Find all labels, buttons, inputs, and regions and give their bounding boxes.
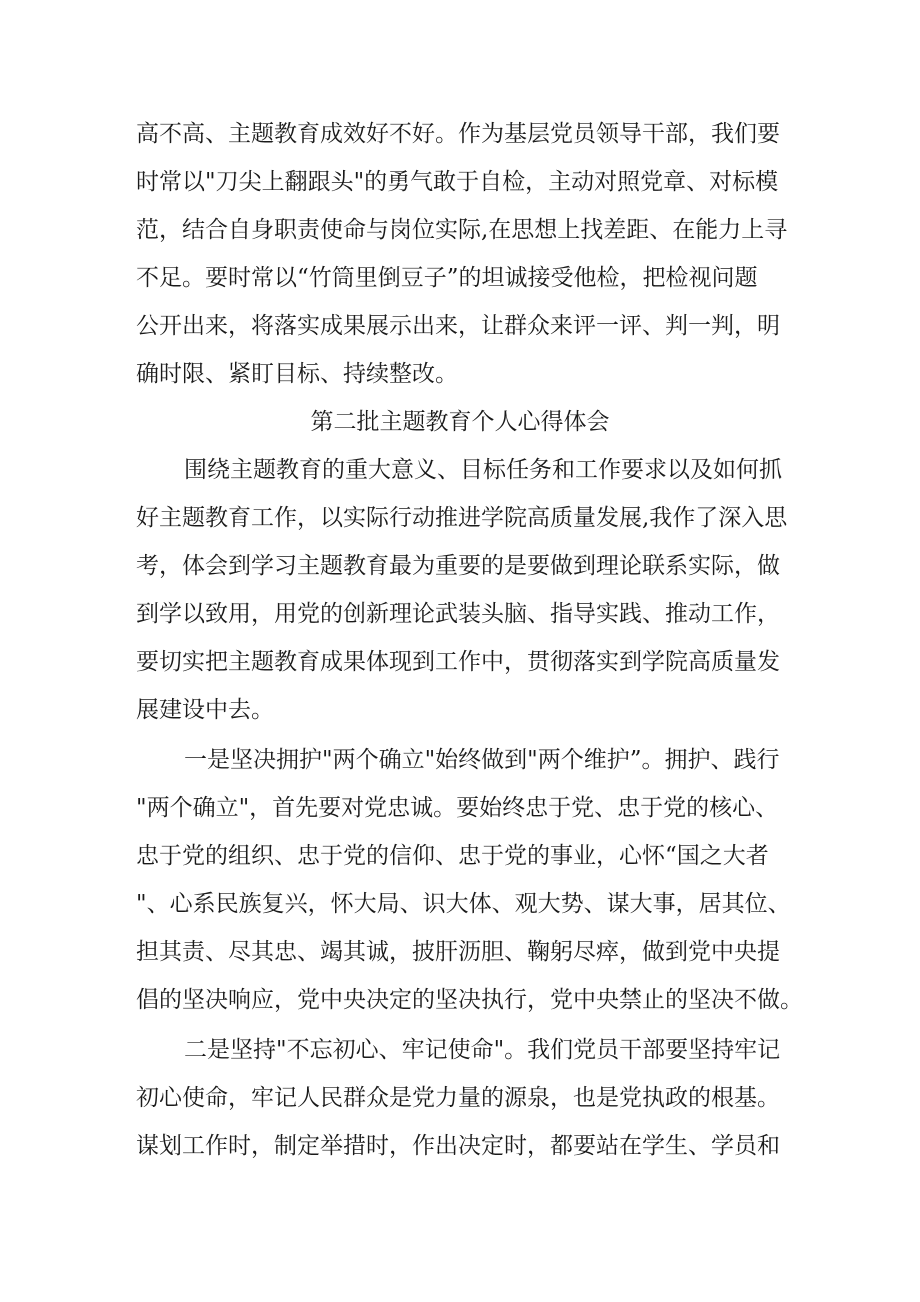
text-line: 高不高、主题教育成效好不好。作为基层党员领导干部，我们要 — [136, 121, 780, 147]
text-line: 时常以"刀尖上翻跟头"的勇气敢于自检，主动对照党章、对标模 — [136, 169, 779, 195]
text-line: 到学以致用，用党的创新理论武装头脑、指导实践、推动工作， — [136, 601, 780, 627]
text-line: 忠于党的组织、忠于党的信仰、忠于党的事业，心怀“国之大者 — [136, 843, 769, 869]
text-line: 范，结合自身职责使命与岗位实际,在思想上找差距、在能力上寻 — [136, 217, 788, 243]
text-line: 担其责、尽其忠、竭其诚，披肝沥胆、鞠躬尽瘁，做到党中央提 — [136, 939, 780, 965]
text-line: 二是坚持"不忘初心、牢记使命"。我们党员干部要坚持牢记 — [184, 1037, 781, 1063]
text-line: 初心使命，牢记人民群众是党力量的源泉，也是党执政的根基。 — [136, 1085, 780, 1111]
text-line: 不足。要时常以“竹筒里倒豆子”的坦诚接受他检，把检视问题 — [136, 265, 758, 291]
section-title: 第二批主题教育个人心得体会 — [310, 409, 610, 435]
text-line: "两个确立"，首先要对党忠诚。要始终忠于党、忠于党的核心、 — [136, 795, 779, 821]
text-line: 倡的坚决响应，党中央决定的坚决执行，党中央禁止的坚决不做。 — [136, 987, 803, 1013]
text-line: 确时限、紧盯目标、持续整改。 — [136, 361, 458, 387]
text-line: 公开出来，将落实成果展示出来，让群众来评一评、判一判，明 — [136, 313, 780, 339]
text-line: 要切实把主题教育成果体现到工作中，贯彻落实到学院高质量发 — [136, 649, 780, 675]
text-line: "、心系民族复兴，怀大局、识大体、观大势、谋大事，居其位、 — [136, 891, 791, 917]
text-line: 展建设中去。 — [136, 697, 274, 723]
text-line: 一是坚决拥护"两个确立"始终做到"两个维护”。拥护、践行 — [184, 747, 780, 773]
text-line: 好主题教育工作，以实际行动推进学院高质量发展,我作了深入思 — [136, 505, 788, 531]
text-line: 谋划工作时，制定举措时，作出决定时，都要站在学生、学员和 — [136, 1133, 780, 1159]
text-line: 围绕主题教育的重大意义、目标任务和工作要求以及如何抓 — [184, 457, 782, 483]
text-line: 考，体会到学习主题教育最为重要的是要做到理论联系实际，做 — [136, 553, 780, 579]
